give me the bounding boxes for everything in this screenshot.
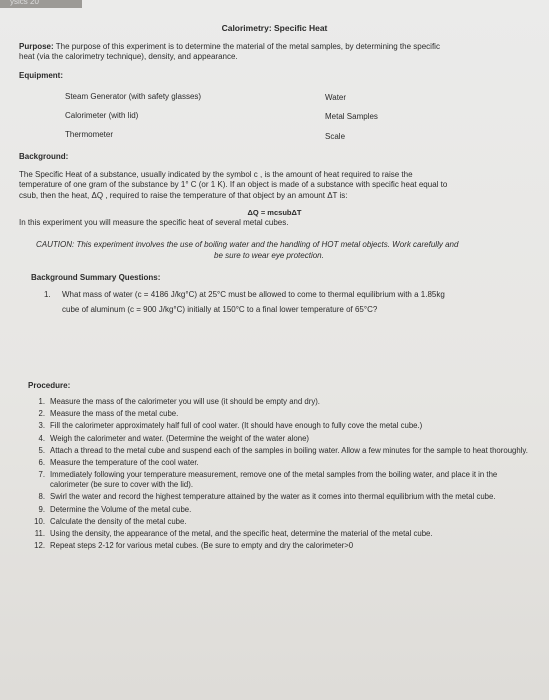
question-1-line-2: cube of aluminum (c = 900 J/kg°C) initially at 150°C to a final lower temperature of 65°C? xyxy=(62,305,378,314)
header-tab-text: ysics 20 xyxy=(10,0,39,6)
page-title: Calorimetry: Specific Heat xyxy=(221,23,328,33)
step-number: 7. xyxy=(38,470,45,480)
procedure-step xyxy=(28,421,528,431)
procedure-step xyxy=(28,397,528,407)
background-line-2: temperature of one gram of the substance by 1° C (or 1 K). If an object is made of a substance with specific heat equal to xyxy=(19,180,448,189)
step-number: 11. xyxy=(34,528,45,538)
summary-label: Background Summary Questions: xyxy=(31,273,161,282)
equipment-item: Metal Samples xyxy=(325,112,378,121)
step-number: 2. xyxy=(38,409,45,419)
step-text: Measure the mass of the calorimeter you will use (it should be empty and dry). xyxy=(50,397,320,406)
equipment-item: Scale xyxy=(325,132,346,141)
step-text: Using the density, the appearance of the metal, and the specific heat, determine the material of the metal cube. xyxy=(50,528,433,538)
step-text: Swirl the water and record the highest temperature attained by the water as it comes into thermal equilibrium with the metal cube. xyxy=(50,492,496,502)
equipment-item: Thermometer xyxy=(65,130,114,139)
step-text: Determine the Volume of the metal cube. xyxy=(50,504,192,514)
procedure-step xyxy=(28,492,528,502)
equipment-item: Calorimeter (with lid) xyxy=(65,111,139,120)
procedure-list xyxy=(28,397,528,553)
procedure-label: Procedure: xyxy=(28,381,71,390)
procedure-step xyxy=(28,517,528,527)
heat-equation: ΔQ = mcsubΔT xyxy=(247,208,302,217)
step-text: Measure the mass of the metal cube. xyxy=(50,409,179,419)
step-number: 8. xyxy=(38,492,45,502)
procedure-step xyxy=(28,470,528,490)
background-label: Background: xyxy=(19,152,69,161)
equipment-item: Steam Generator (with safety glasses) xyxy=(65,92,202,101)
caution-line-1: CAUTION: This experiment involves the use of boiling water and the handling of HOT metal objects. Work carefully and xyxy=(36,240,459,249)
step-number: 3. xyxy=(38,421,45,431)
step-text: Immediately following your temperature measurement, remove one of the metal samples from the boiling water, and place it in the calorimeter (be sure to cover with the lid). xyxy=(50,470,498,490)
background-line-3: csub, then the heat, ΔQ , required to raise the temperature of that object by an amount ΔT is: xyxy=(19,191,348,200)
procedure-step xyxy=(28,458,528,468)
background-line-1: The Specific Heat of a substance, usually indicated by the symbol c , is the amount of heat required to raise the xyxy=(19,170,413,179)
question-number: 1. xyxy=(44,290,51,299)
step-number: 9. xyxy=(38,504,45,514)
step-text: Measure the temperature of the cool water. xyxy=(50,457,199,467)
procedure-step xyxy=(28,505,528,515)
procedure-step xyxy=(28,409,528,419)
step-number: 6. xyxy=(38,457,45,467)
procedure-step xyxy=(28,446,528,456)
purpose-line-1: The purpose of this experiment is to determine the material of the metal samples, by determining the specific xyxy=(55,42,440,51)
page-corner-tab xyxy=(0,0,82,8)
equipment-label: Equipment: xyxy=(19,71,63,80)
step-text: Repeat steps 2-12 for various metal cubes. (Be sure to empty and dry the calorimeter>0 xyxy=(50,541,354,551)
purpose-label: Purpose: xyxy=(19,42,54,51)
background-line-4: In this experiment you will measure the specific heat of several metal cubes. xyxy=(19,218,289,227)
step-number: 5. xyxy=(38,445,45,455)
step-number: 10. xyxy=(34,516,45,526)
caution-line-2: be sure to wear eye protection. xyxy=(214,251,324,260)
step-text: Attach a thread to the metal cube and suspend each of the samples in boiling water. Allow a few minutes for the sample to heat thoroughly. xyxy=(50,445,528,455)
step-number: 12. xyxy=(34,541,45,551)
purpose-section xyxy=(19,42,440,52)
step-text: Weigh the calorimeter and water. (Determine the weight of the water alone) xyxy=(50,433,310,443)
equipment-item: Water xyxy=(325,93,347,102)
step-text: Calculate the density of the metal cube. xyxy=(50,516,187,526)
step-number: 1. xyxy=(38,397,45,406)
step-text: Fill the calorimeter approximately half full of cool water. (It should have enough to fully cove the metal cube.) xyxy=(50,421,423,431)
step-number: 4. xyxy=(38,433,45,443)
procedure-step xyxy=(28,541,528,551)
question-1-line-1: What mass of water (c = 4186 J/kg°C) at 25°C must be allowed to come to thermal equilibrium with a 1.85kg xyxy=(62,290,445,299)
procedure-step xyxy=(28,529,528,539)
purpose-line-2: heat (via the calorimetry technique), density, and appearance. xyxy=(19,52,238,61)
procedure-step xyxy=(28,434,528,444)
